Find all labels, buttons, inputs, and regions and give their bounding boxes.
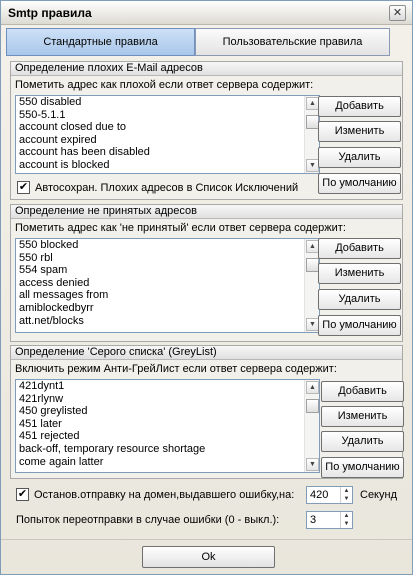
divider <box>1 539 412 540</box>
list-scrollbar[interactable] <box>304 96 319 173</box>
bad-edit-button[interactable]: Изменить <box>318 121 401 142</box>
scroll-thumb[interactable] <box>306 399 319 413</box>
scroll-down-icon[interactable]: ▼ <box>306 458 319 471</box>
list-item[interactable]: 451 later <box>19 417 62 430</box>
greylist-edit-button[interactable]: Изменить <box>321 406 404 427</box>
bad-add-button[interactable]: Добавить <box>318 96 401 117</box>
autosave-checkbox[interactable]: ✔ <box>18 181 29 193</box>
window-title: Smtp правила <box>8 6 92 20</box>
bad-addresses-header: Определение плохих E-Mail адресов <box>11 62 402 76</box>
stop-sending-label: Останов.отправку на домен,выдавшего ошибку,на: <box>34 489 295 501</box>
retry-count-stepper[interactable] <box>306 511 353 529</box>
list-item[interactable]: att.net/blocks <box>19 314 84 327</box>
scroll-up-icon[interactable]: ▲ <box>306 381 319 394</box>
greylist-list[interactable] <box>15 379 320 473</box>
rejected-addresses-list[interactable] <box>15 238 320 333</box>
list-scrollbar[interactable] <box>304 380 319 472</box>
retry-count-value[interactable]: 3 <box>310 514 317 526</box>
list-item[interactable]: 421dynt1 <box>19 380 65 392</box>
spin-arrows-icon[interactable]: ▲ ▼ <box>340 512 352 528</box>
bad-default-button[interactable]: По умолчанию <box>318 173 401 194</box>
rejected-delete-button[interactable]: Удалить <box>318 289 401 310</box>
list-item[interactable]: back-off, temporary resource shortage <box>19 442 206 455</box>
stop-seconds-value[interactable]: 420 <box>310 489 329 501</box>
stop-sending-checkbox[interactable]: ✔ <box>17 488 28 500</box>
rejected-default-button[interactable]: По умолчанию <box>318 315 401 336</box>
list-scrollbar[interactable] <box>304 239 319 332</box>
bad-addresses-list[interactable] <box>15 95 320 174</box>
greylist-delete-button[interactable]: Удалить <box>321 431 404 452</box>
ok-button[interactable]: Ok <box>142 546 275 568</box>
bad-addresses-group <box>10 61 403 200</box>
list-item[interactable]: 450 greylisted <box>19 405 88 418</box>
list-item[interactable]: account is blocked <box>19 158 110 171</box>
tab-user-rules[interactable]: Пользовательские правила <box>195 28 390 56</box>
greylist-header: Определение 'Серого списка' (GreyList) <box>11 346 402 360</box>
list-item[interactable]: 550 disabled <box>19 96 82 108</box>
autosave-label: Автосохран. Плохих адресов в Список Исключений <box>35 182 299 194</box>
list-item[interactable]: amiblockedbyrr <box>19 301 94 314</box>
list-item[interactable]: account has been disabled <box>19 146 150 159</box>
bad-addresses-desc: Пометить адрес как плохой если ответ сервера содержит: <box>15 79 314 91</box>
spin-arrows-icon[interactable]: ▲ ▼ <box>340 487 352 503</box>
tab-standard-rules[interactable]: Стандартные правила <box>6 28 195 56</box>
stop-seconds-stepper[interactable] <box>306 486 353 504</box>
rejected-add-button[interactable]: Добавить <box>318 238 401 259</box>
rejected-edit-button[interactable]: Изменить <box>318 263 401 284</box>
bad-delete-button[interactable]: Удалить <box>318 147 401 168</box>
list-item[interactable]: account expired <box>19 133 97 146</box>
greylist-add-button[interactable]: Добавить <box>321 381 404 402</box>
seconds-unit-label: Секунд <box>360 489 397 501</box>
rejected-addresses-header: Определение не принятых адресов <box>11 205 402 219</box>
list-item[interactable]: 550 blocked <box>19 239 79 251</box>
rejected-addresses-desc: Пометить адрес как 'не принятый' если ответ сервера содержит: <box>15 222 346 234</box>
title-bar[interactable] <box>1 1 412 25</box>
rejected-addresses-group <box>10 204 403 342</box>
scroll-down-icon[interactable]: ▼ <box>306 318 319 331</box>
scroll-up-icon[interactable]: ▲ <box>306 97 319 110</box>
greylist-default-button[interactable]: По умолчанию <box>321 457 404 478</box>
list-item[interactable]: account closed due to <box>19 121 127 134</box>
list-item[interactable]: come again latter <box>19 455 104 468</box>
close-icon[interactable]: ✕ <box>389 5 406 21</box>
list-item[interactable]: 550 rbl <box>19 251 53 264</box>
list-item[interactable]: 421rlynw <box>19 392 64 405</box>
greylist-group <box>10 345 403 479</box>
list-item[interactable]: 550-5.1.1 <box>19 108 66 121</box>
list-item[interactable]: access denied <box>19 276 90 289</box>
scroll-up-icon[interactable]: ▲ <box>306 240 319 253</box>
list-item[interactable]: 554 spam <box>19 264 68 277</box>
retry-label: Попыток переотправки в случае ошибки (0 - выкл.): <box>16 514 280 526</box>
scroll-down-icon[interactable]: ▼ <box>306 159 319 172</box>
list-item[interactable]: 451 rejected <box>19 430 80 443</box>
greylist-desc: Включить режим Анти-ГрейЛист если ответ сервера содержит: <box>15 363 337 375</box>
list-item[interactable]: all messages from <box>19 289 109 302</box>
